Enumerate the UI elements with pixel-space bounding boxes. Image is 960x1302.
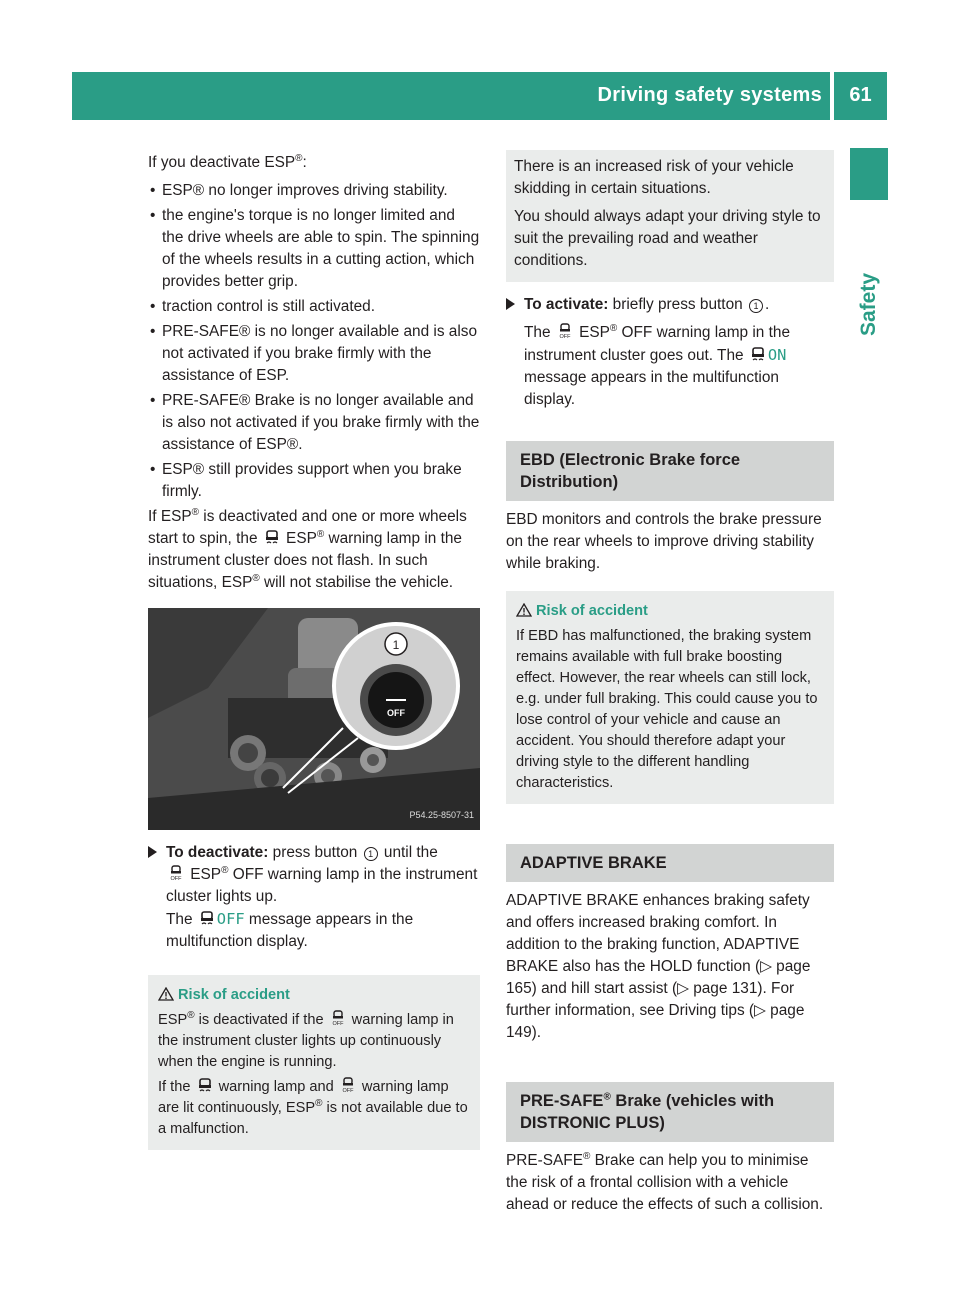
svg-text:OFF: OFF [342,1088,354,1093]
warning-box [148,975,480,1150]
svg-text:OFF: OFF [387,708,405,718]
section-title: Driving safety systems [597,84,822,106]
photo-illustration [148,608,480,830]
warning-header [158,985,470,1006]
reg-mark: ® [221,864,229,876]
warning-text-1 [158,1010,470,1073]
step-label: To activate: [524,296,609,313]
esp-off-icon [340,1077,356,1093]
list-item: • PRE-SAFE® is no longer available and is also not activated if you brake firmly with the assistance of ESP. [148,321,480,387]
text-run: PRE-SAFE [506,1152,583,1169]
text-run: If ESP [148,508,192,525]
text-run: The [524,324,555,341]
text-run: Brake (vehicles with DISTRONIC PLUS) [520,1092,775,1132]
text-run: is not available due to a malfunction. [158,1100,468,1137]
svg-text:OFF: OFF [559,334,571,339]
pre-safe-brake-heading [506,1082,834,1142]
reg-mark: ® [191,506,199,518]
esp-off-icon [330,1010,346,1026]
pre-safe-brake-text [506,1150,834,1216]
consequence-list [148,180,480,503]
step-arrow-icon [506,298,515,310]
photo-code: P54.25-8507-31 [409,810,474,820]
svg-text:OFF: OFF [332,1021,344,1026]
note-text-1: There is an increased risk of your vehicle skidding in certain situations. [514,158,794,197]
adaptive-brake-text: ADAPTIVE BRAKE enhances braking safety and offers increased braking comfort. In addition to the braking function, ADAPTIVE BRAKE also has the HOLD function (▷ page 165) and hill start assist (▷ page 131). For further information, see Driving tips (▷ page 149). [506,892,811,1041]
warning-triangle-icon [516,603,532,617]
reg-mark: ® [609,322,618,334]
text-run: message appears in the multifunction display. [166,911,414,950]
warning-text-2 [158,1077,470,1140]
text-run: warning lamp in the instrument cluster does not flash. In such situations, ESP [148,530,462,591]
text-run: is deactivated if the [194,1012,328,1028]
warning-title: Risk of accident [178,987,290,1003]
step-label: To deactivate: [166,844,269,861]
activate-text [524,322,834,411]
ebd-heading: EBD (Electronic Brake force Distribution) [506,441,834,501]
text-run: warning lamp in the instrument cluster lights up continuously when the engine is running. [158,1012,454,1070]
reg-mark: ® [252,572,260,584]
activate-step [506,294,834,411]
warning-header [516,601,824,622]
display-message-on: ON [767,346,787,364]
list-item: • traction control is still activated. [148,296,480,318]
text-run: until the [379,844,438,861]
chapter-label-text: Safety [857,272,880,336]
text-run: warning lamp and [214,1079,338,1095]
page-number: 61 [849,84,872,106]
ebd-warning-box [506,591,834,804]
list-item: • ESP® still provides support when you brake firmly. [148,459,480,503]
callout-1-icon: 1 [364,847,378,861]
deactivate-step [148,842,480,953]
callout-number: 1 [392,638,400,652]
reg-mark: ® [187,1010,195,1022]
text-run: ESP [281,530,317,547]
esp-warning-icon [264,529,280,545]
text-run: is deactivated and one or more wheels start to spin, the [148,508,467,547]
text-run: OFF warning lamp in the instrument cluster lights up. [166,866,478,905]
warning-continuation-box [506,150,834,282]
reg-mark: ® [316,528,325,540]
text-run: warning lamp are lit continuously, ESP [158,1079,449,1116]
step-arrow-icon [148,846,157,858]
left-column [148,152,480,1150]
svg-text:OFF: OFF [170,876,182,881]
warning-title: Risk of accident [536,603,648,619]
esp-off-icon [168,865,184,881]
intro-label: If you deactivate ESP [148,154,296,171]
esp-button-photo [148,608,480,830]
text-run: OFF warning lamp in the instrument cluster goes out. The [524,324,791,364]
chapter-label [850,210,888,340]
reg-mark: ® [315,1098,323,1110]
esp-off-icon [557,323,573,339]
esp-warning-icon [197,1077,213,1093]
text-run: press button [268,844,362,861]
note-text-2: You should always adapt your driving style to suit the prevailing road and weather conditions. [514,208,821,269]
list-item: • the engine's torque is no longer limited and the drive wheels are able to spin. The spinning of the wheels results in a cutting action, which provides better grip. [148,205,480,293]
wheelspin-paragraph [148,506,480,594]
warning-triangle-icon [158,987,174,1001]
reg-mark: ® [295,152,303,164]
list-item: • PRE-SAFE® Brake is no longer available and is also not activated if you brake firmly with the assistance of ESP®. [148,390,480,456]
text-run: briefly press button [608,296,747,313]
period: . [764,296,770,313]
reg-mark: ® [582,1150,591,1162]
text-run: ESP [186,866,222,883]
colon: : [302,154,307,171]
text-run: Brake can help you to minimise the risk of a frontal collision with a vehicle ahead or reduce the effects of such a collision. [506,1152,824,1213]
reg-mark: ® [603,1091,611,1103]
text-run: ESP [574,324,610,341]
ebd-text: EBD monitors and controls the brake pressure on the rear wheels to improve driving stability while braking. [506,511,822,572]
text-run: The [166,911,197,928]
right-column [506,150,834,1216]
intro-text [148,152,480,174]
text-run: PRE-SAFE [520,1092,604,1110]
esp-warning-icon [750,346,766,362]
text-run: will not stabilise the vehicle. [259,574,454,591]
adaptive-brake-heading: ADAPTIVE BRAKE [506,844,834,882]
text-run: message appears in the multifunction display. [524,369,779,408]
ebd-warning-text: If EBD has malfunctioned, the braking system remains available with full brake boosting effect. However, the rear wheels can still lock, e.g. under full braking. This could cause you to lose control of your vehicle and cause an accident. You should therefore adapt your driving style to the different handling characteristics. [516,628,818,791]
list-item: • ESP® no longer improves driving stability. [148,180,480,202]
display-message-off: OFF [216,910,245,928]
callout-1-icon: 1 [749,299,763,313]
text-run: ESP [158,1012,188,1028]
text-run: If the [158,1079,195,1095]
esp-warning-icon [199,910,215,926]
chapter-tab [850,148,888,200]
